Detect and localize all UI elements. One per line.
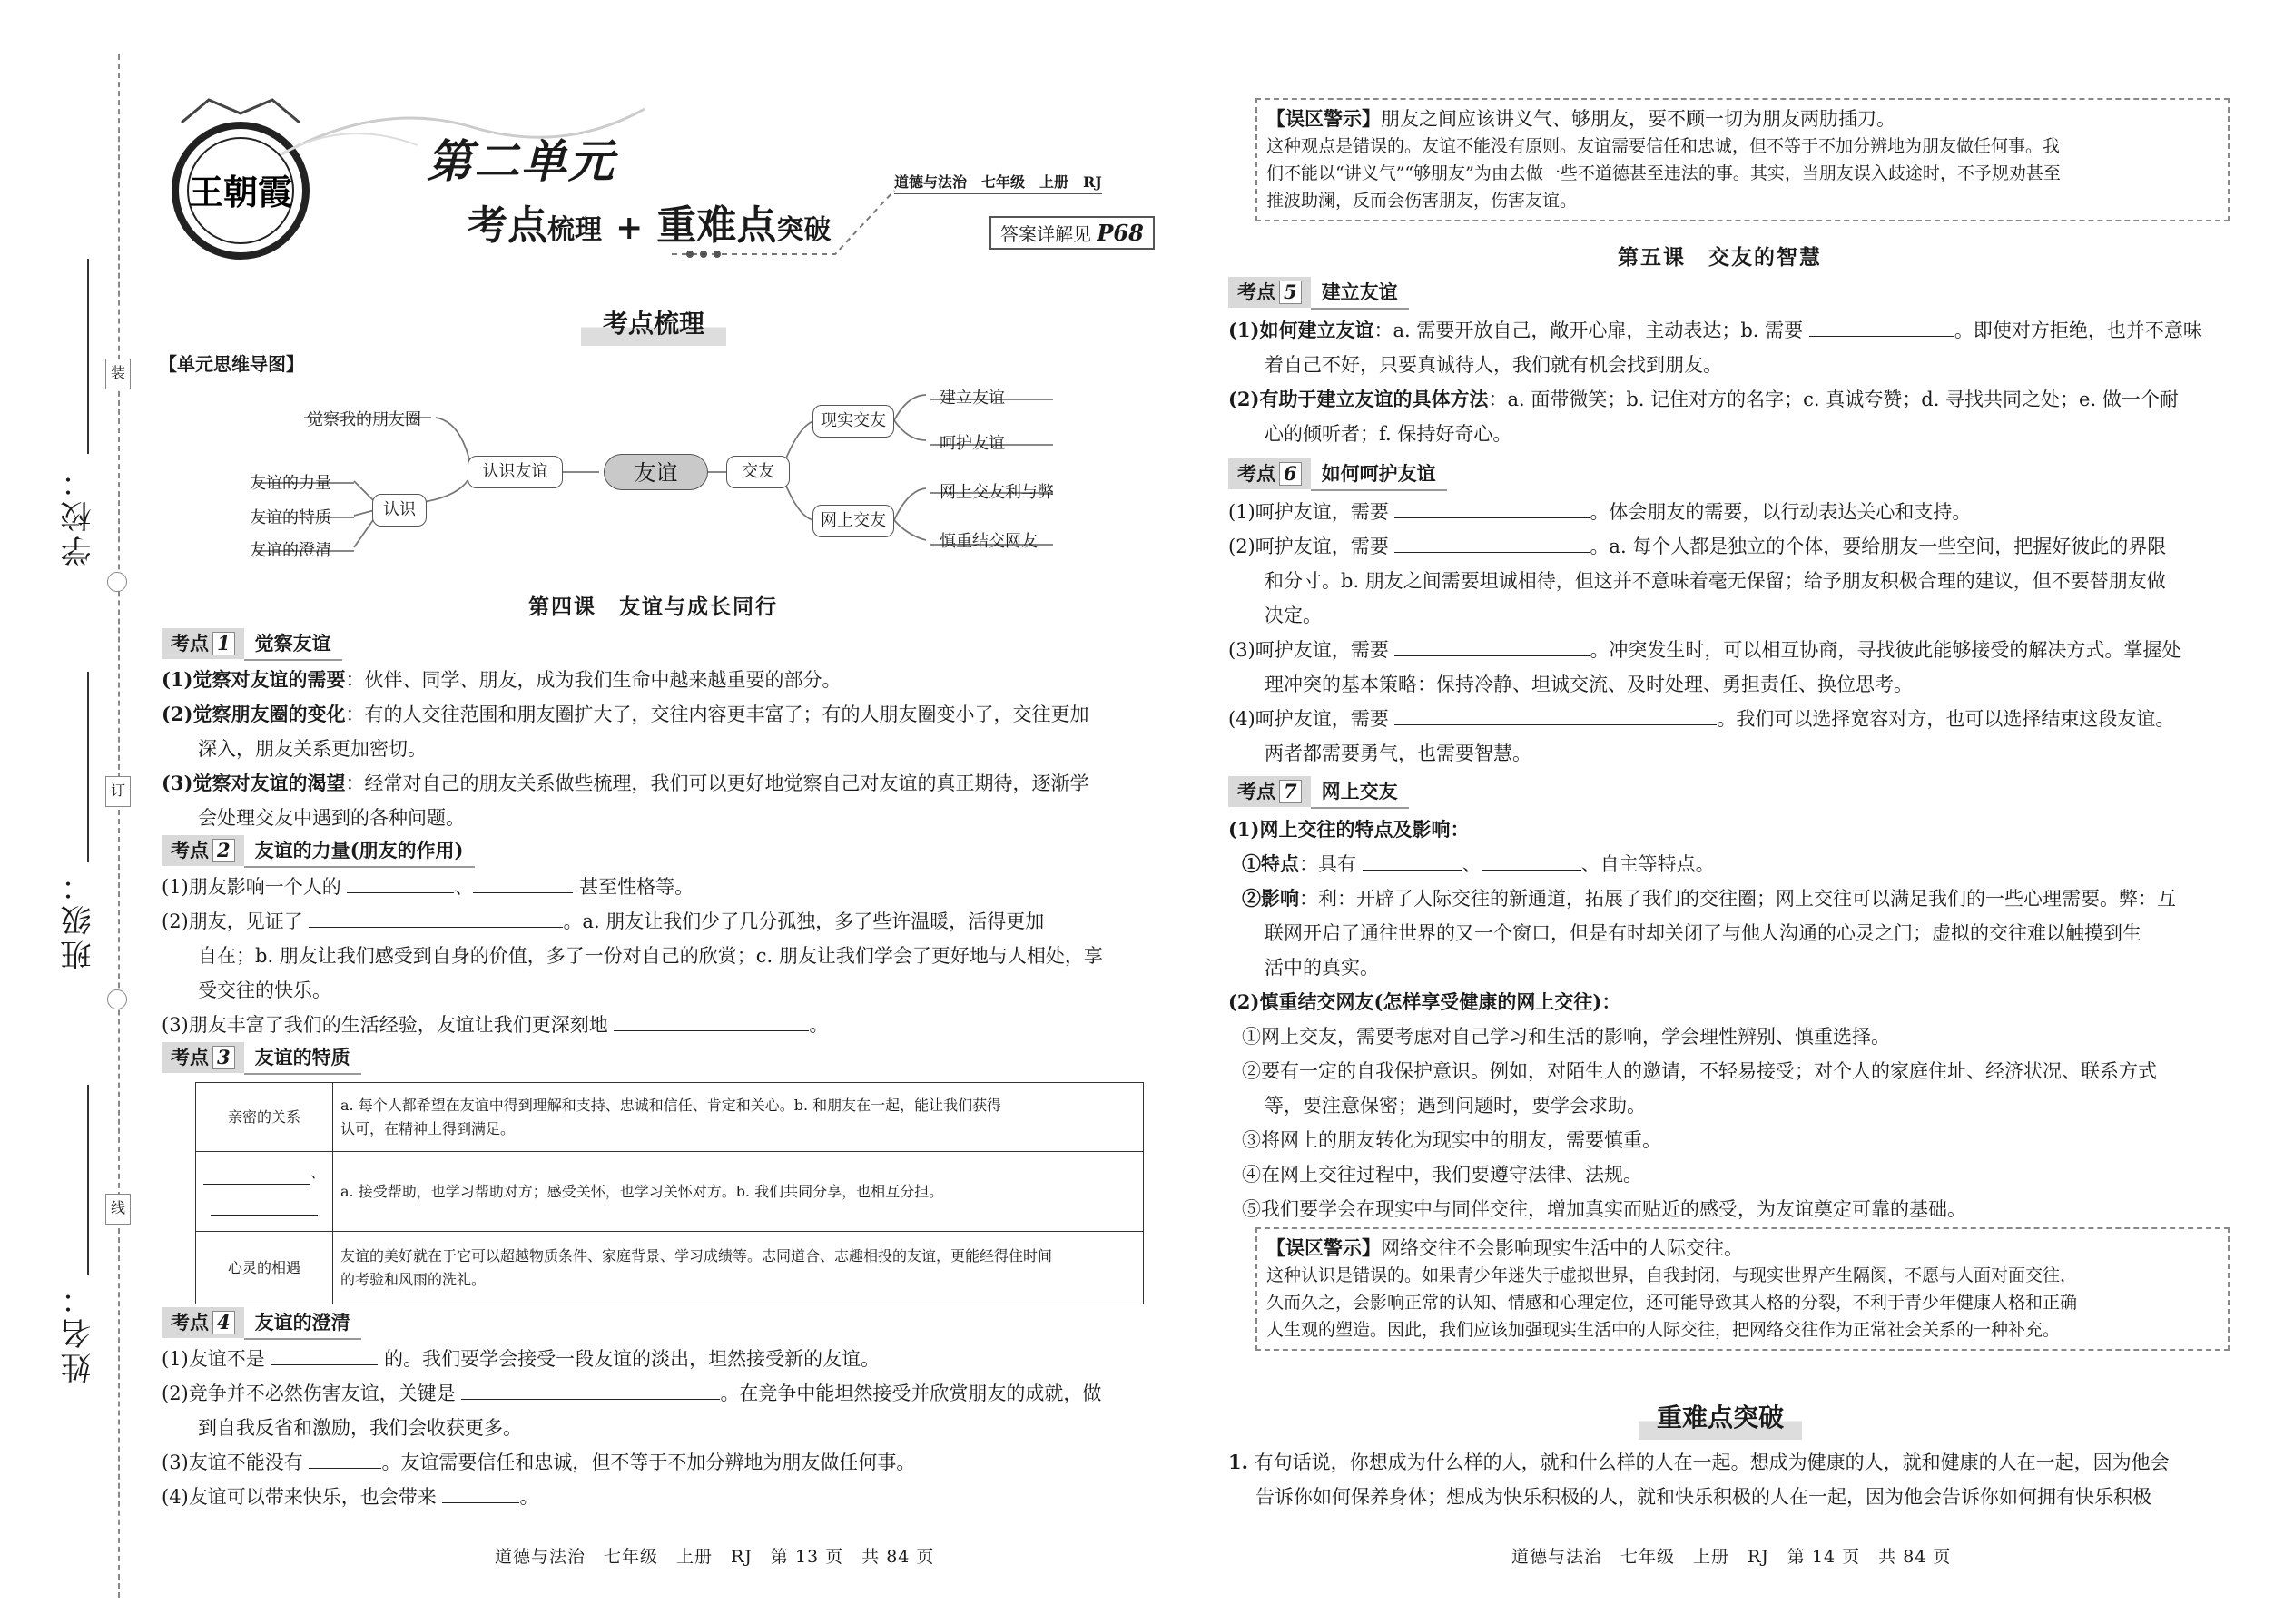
cut-line bbox=[118, 54, 120, 1598]
kaodian-tag: 考点 bbox=[171, 1311, 209, 1334]
cell-line: a. 每个人都希望在友谊中得到理解和支持、忠诚和信任、肯定和关心。b. 和朋友在一起，能让我们获得 bbox=[340, 1096, 1002, 1114]
para bbox=[162, 904, 1044, 939]
cell-line: 的考验和风雨的洗礼。 bbox=[340, 1270, 487, 1288]
kaodian-title: 友谊的力量(朋友的作用) bbox=[244, 835, 475, 868]
para bbox=[162, 766, 1088, 801]
header-dot-line bbox=[672, 182, 899, 263]
para-text: ：利：开辟了人际交往的新通道，拓展了我们的交往圈；网上交往可以满足我们的一些心理需要。弊：互 bbox=[1299, 888, 2176, 910]
kaodian-tag: 考点 bbox=[171, 1046, 209, 1068]
class-label: 班级： bbox=[61, 867, 97, 970]
para bbox=[162, 663, 841, 697]
punch-hole-icon bbox=[107, 989, 127, 1009]
mindmap-label: 【单元思维导图】 bbox=[159, 353, 304, 375]
fill-blank[interactable] bbox=[347, 871, 454, 893]
para-bold: (2)有助于建立友谊的具体方法 bbox=[1228, 388, 1489, 410]
para-bold: (1)如何建立友谊 bbox=[1228, 319, 1374, 341]
para bbox=[1242, 847, 1715, 881]
fill-blank[interactable] bbox=[1394, 635, 1590, 656]
fill-blank[interactable] bbox=[1394, 531, 1590, 553]
fill-blank[interactable] bbox=[309, 906, 563, 928]
table-cell: a. 接受帮助，也学习帮助对方；感受关怀，也学习关怀对方。b. 我们共同分享，也相互分担。 bbox=[333, 1152, 1144, 1232]
class-line bbox=[87, 672, 89, 862]
para-cont: 决定。 bbox=[1265, 605, 1322, 626]
table-cell bbox=[333, 1083, 1144, 1152]
para bbox=[1228, 702, 2174, 736]
kaodian-heading bbox=[162, 1042, 361, 1073]
kaodian-title: 网上交友 bbox=[1311, 776, 1409, 809]
subtitle-part: 突破 bbox=[776, 214, 832, 246]
kaodian-tag: 考点 bbox=[1237, 281, 1275, 303]
para-text: (3)呵护友谊，需要 bbox=[1228, 639, 1389, 661]
para bbox=[162, 870, 694, 904]
cell-line: 友谊的美好就在于它可以超越物质条件、家庭背景、学习成绩等。志同道合、志趣相投的友谊，更能经得住时间 bbox=[340, 1246, 1053, 1265]
para-text: ：有的人交往范围和朋友圈扩大了，交往内容更丰富了；有的人朋友圈变小了，交往更加 bbox=[345, 704, 1089, 725]
para-text: 、 bbox=[1462, 853, 1482, 875]
para bbox=[162, 1445, 915, 1480]
para-text: 。我们可以选择宽容对方，也可以选择结束这段友谊。 bbox=[1717, 708, 2175, 730]
warning-line: 久而久之，会影响正常的认知、情感和心理定位，还可能导致其人格的分裂，不利于青少年健康人格和正确 bbox=[1266, 1293, 2078, 1313]
para-bold: (1)网上交往的特点及影响： bbox=[1228, 818, 1470, 841]
mindmap-node: 网上交友 bbox=[812, 505, 894, 537]
para bbox=[162, 1480, 538, 1514]
para-text: (3)友谊不能没有 bbox=[162, 1452, 303, 1473]
kaodian-title: 觉察友谊 bbox=[244, 628, 342, 661]
subtitle-part: 考点 bbox=[468, 202, 547, 249]
para-text: 。 bbox=[809, 1014, 829, 1036]
table-row bbox=[196, 1152, 1144, 1232]
para-text: 。a. 每个人都是独立的个体，要给朋友一些空间，把握好彼此的界限 bbox=[1590, 536, 2167, 557]
kaodian-num: 5 bbox=[1279, 281, 1302, 304]
table-row bbox=[196, 1083, 1144, 1152]
section-title: 考点梳理 bbox=[581, 304, 726, 346]
kaodian-num: 1 bbox=[212, 632, 235, 655]
para: ⑤我们要学会在现实中与同伴交往，增加真实而贴近的感受，为友谊奠定可靠的基础。 bbox=[1242, 1198, 1966, 1220]
warning-line: 这种认识是错误的。如果青少年迷失于虚拟世界，自我封闭，与现实世界产生隔阂，不愿与人面对面交往， bbox=[1266, 1265, 2078, 1285]
name-label: 姓名： bbox=[61, 1280, 97, 1383]
kaodian-num: 7 bbox=[1279, 780, 1302, 803]
kaodian-heading bbox=[1228, 277, 1409, 308]
answer-ref-box bbox=[989, 216, 1155, 250]
kaodian-num: 2 bbox=[212, 839, 235, 862]
warning-statement: 网络交往不会影响现实生活中的人际交往。 bbox=[1381, 1237, 1743, 1259]
svg-text:王朝霞: 王朝霞 bbox=[188, 172, 293, 212]
kaodian-title: 如何呵护友谊 bbox=[1311, 458, 1447, 491]
para-text: 、自主等特点。 bbox=[1580, 853, 1715, 875]
para-bold: (2)慎重结交网友(怎样享受健康的网上交往)： bbox=[1228, 990, 1621, 1013]
para-text: 。友谊需要信任和忠诚，但不等于不加分辨地为朋友做任何事。 bbox=[381, 1452, 916, 1473]
question bbox=[1228, 1445, 2170, 1480]
warning-box bbox=[1255, 1227, 2230, 1351]
para: ③将网上的朋友转化为现实中的朋友，需要慎重。 bbox=[1242, 1129, 1661, 1151]
para: ①网上交友，需要考虑对自己学习和生活的影响，学会理性辨别、慎重选择。 bbox=[1242, 1026, 1890, 1048]
answer-ref-label: 答案详解见 bbox=[1000, 223, 1091, 245]
para-text: (4)友谊可以带来快乐，也会带来 bbox=[162, 1486, 437, 1508]
para-cont: 两者都需要勇气，也需要智慧。 bbox=[1265, 743, 1531, 764]
para-cont: 受交往的快乐。 bbox=[198, 979, 331, 1001]
section-title: 重难点突破 bbox=[1639, 1398, 1802, 1440]
para-text: 甚至性格等。 bbox=[579, 876, 694, 898]
question-number: 1. bbox=[1228, 1451, 1248, 1473]
fill-blank[interactable] bbox=[461, 1378, 720, 1400]
fill-blank[interactable] bbox=[1394, 704, 1717, 725]
fill-blank[interactable] bbox=[1394, 497, 1590, 518]
para-text: ：a. 需要开放自己，敞开心扉，主动表达；b. 需要 bbox=[1373, 320, 1804, 341]
para-cont: 和分寸。b. 朋友之间需要坦诚相待，但这并不意味着毫无保留；给予朋友积极合理的建议，但不要替朋友做 bbox=[1265, 570, 2166, 592]
para-cont: 理冲突的基本策略：保持冷静、坦诚交流、及时处理、勇担责任、换位思考。 bbox=[1265, 674, 1913, 695]
para-text: (1)友谊不是 bbox=[162, 1348, 265, 1370]
warning-statement: 朋友之间应该讲义气、够朋友，要不顾一切为朋友两肋插刀。 bbox=[1381, 108, 1895, 130]
kaodian-title: 友谊的特质 bbox=[244, 1042, 361, 1075]
binding-mark: 订 bbox=[105, 776, 131, 807]
para bbox=[1242, 881, 2176, 916]
para-text: 的。我们要学会接受一段友谊的淡出，坦然接受新的友谊。 bbox=[384, 1348, 881, 1370]
table-cell bbox=[196, 1152, 333, 1232]
subtitle-plus: + bbox=[615, 209, 644, 247]
fill-blank[interactable] bbox=[309, 1447, 381, 1469]
mindmap-node: 认识 bbox=[372, 494, 427, 527]
kaodian-heading bbox=[1228, 458, 1447, 489]
para-text: (1)呵护友谊，需要 bbox=[1228, 501, 1389, 523]
binding-mark: 装 bbox=[105, 359, 131, 389]
punch-hole-icon bbox=[107, 572, 127, 592]
kaodian-heading bbox=[162, 1307, 361, 1338]
para-text: 。冲突发生时，可以相互协商，寻找彼此能够接受的解决方式。掌握处 bbox=[1590, 639, 2181, 661]
fill-blank[interactable] bbox=[614, 1009, 809, 1031]
fill-blank[interactable] bbox=[1482, 849, 1581, 871]
mindmap-leaf: 友谊的澄清 bbox=[250, 541, 331, 560]
kaodian-heading bbox=[162, 835, 475, 866]
para bbox=[1228, 633, 2181, 667]
para-cont: 到自我反省和激励，我们会收获更多。 bbox=[198, 1417, 522, 1439]
table-cell bbox=[333, 1232, 1144, 1304]
para-text: (2)朋友，见证了 bbox=[162, 910, 303, 932]
para-text: ：经常对自己的朋友关系做些梳理，我们可以更好地觉察自己对友谊的真正期待，逐渐学 bbox=[345, 773, 1089, 794]
fill-blank[interactable] bbox=[203, 1163, 310, 1185]
kaodian-title: 友谊的澄清 bbox=[244, 1307, 361, 1340]
name-line bbox=[87, 1085, 89, 1275]
subtitle-part: 重难点 bbox=[656, 202, 777, 249]
kaodian-tag: 考点 bbox=[171, 839, 209, 861]
mindmap-center: 友谊 bbox=[604, 454, 708, 490]
para-text: (2)竞争并不必然伤害友谊，关键是 bbox=[162, 1383, 456, 1404]
traits-table bbox=[195, 1082, 1144, 1304]
warning-line: 这种观点是错误的。友谊不能没有原则。友谊需要信任和忠诚，但不等于不加分辨地为朋友做任何事。我 bbox=[1266, 136, 2061, 156]
para-text: ：伙伴、同学、朋友，成为我们生命中越来越重要的部分。 bbox=[345, 669, 842, 691]
cell-sep: 、 bbox=[310, 1163, 326, 1181]
kaodian-num: 3 bbox=[212, 1046, 235, 1069]
table-row bbox=[196, 1232, 1144, 1304]
mindmap-leaf: 觉察我的朋友圈 bbox=[307, 410, 421, 429]
warning-head: 【误区警示】 bbox=[1266, 1236, 1381, 1259]
mindmap-leaf: 网上交友利与弊 bbox=[940, 483, 1054, 502]
subtitle-part: 梳理 bbox=[547, 214, 602, 246]
para-cont: 联网开启了通往世界的又一个窗口，但是有时却关闭了与他人沟通的心灵之门；虚拟的交往难以触摸到生 bbox=[1265, 922, 2141, 944]
para-bold: ②影响 bbox=[1242, 887, 1299, 910]
page-footer: 道德与法治 七年级 上册 RJ 第 13 页 共 84 页 bbox=[495, 1547, 935, 1567]
para bbox=[1228, 812, 1469, 847]
mindmap-leaf: 慎重结交网友 bbox=[940, 532, 1038, 551]
kaodian-title: 建立友谊 bbox=[1311, 277, 1409, 310]
cell-line: 认可，在精神上得到满足。 bbox=[340, 1119, 516, 1137]
para-text: 、 bbox=[454, 876, 474, 898]
fill-blank[interactable] bbox=[1809, 315, 1954, 337]
mindmap-leaf: 友谊的力量 bbox=[250, 474, 331, 493]
para bbox=[162, 1376, 1101, 1411]
para bbox=[162, 697, 1088, 732]
para-text: 。在竞争中能坦然接受并欣赏朋友的成就，做 bbox=[720, 1383, 1102, 1404]
school-label: 学校： bbox=[61, 463, 97, 566]
para: ②要有一定的自我保护意识。例如，对陌生人的邀请，不轻易接受；对个人的家庭住址、经济状况、联系方式 bbox=[1242, 1060, 2157, 1082]
para-text: (1)朋友影响一个人的 bbox=[162, 876, 341, 898]
kaodian-num: 4 bbox=[212, 1311, 235, 1334]
kaodian-tag: 考点 bbox=[1237, 780, 1275, 802]
fill-blank[interactable] bbox=[1363, 849, 1462, 871]
para-text: ：具有 bbox=[1299, 853, 1356, 875]
kaodian-num: 6 bbox=[1279, 462, 1302, 486]
para bbox=[162, 1342, 880, 1376]
para bbox=[1228, 382, 2179, 417]
para-text: (2)呵护友谊，需要 bbox=[1228, 536, 1389, 557]
fill-blank[interactable] bbox=[473, 871, 573, 893]
warning-head: 【误区警示】 bbox=[1266, 107, 1381, 130]
fill-blank[interactable] bbox=[442, 1481, 519, 1503]
course-tag: 道德与法治 七年级 上册 RJ bbox=[894, 171, 1102, 194]
kaodian-tag: 考点 bbox=[1237, 462, 1275, 485]
school-line bbox=[87, 259, 89, 454]
para: ④在网上交往过程中，我们要遵守法律、法规。 bbox=[1242, 1164, 1642, 1186]
para-text: 。体会朋友的需要，以行动表达关心和支持。 bbox=[1590, 501, 1972, 523]
mindmap-leaf: 呵护友谊 bbox=[940, 434, 1005, 453]
para-cont: 会处理交友中遇到的各种问题。 bbox=[198, 807, 465, 829]
warning-line: 人生观的塑造。因此，我们应该加强现实生活中的人际交往，把网络交往作为正常社会关系的一种补充。 bbox=[1266, 1320, 2061, 1340]
answer-ref-page: P68 bbox=[1097, 220, 1144, 246]
para-text: (4)呵护友谊，需要 bbox=[1228, 708, 1389, 730]
mindmap-node: 认识友谊 bbox=[468, 456, 563, 488]
para-cont: 心的倾听者；f. 保持好奇心。 bbox=[1265, 423, 1512, 445]
para-text: 。即使对方拒绝，也并不意味 bbox=[1954, 320, 2202, 341]
table-cell: 亲密的关系 bbox=[196, 1083, 333, 1152]
para-text: 。 bbox=[519, 1486, 539, 1508]
para bbox=[1228, 313, 2202, 348]
para bbox=[1228, 529, 2166, 564]
fill-blank[interactable] bbox=[271, 1343, 378, 1365]
para bbox=[1228, 495, 1971, 529]
para-text: ：a. 面带微笑；b. 记住对方的名字；c. 真诚夸赞；d. 寻找共同之处；e. 做一个耐 bbox=[1488, 389, 2179, 410]
page-footer: 道德与法治 七年级 上册 RJ 第 14 页 共 84 页 bbox=[1511, 1547, 1952, 1567]
mindmap-node: 交友 bbox=[726, 456, 790, 488]
para bbox=[1228, 985, 1620, 1019]
kaodian-tag: 考点 bbox=[171, 632, 209, 655]
fill-blank[interactable] bbox=[211, 1194, 318, 1216]
para-text: 。a. 朋友让我们少了几分孤独，多了些许温暖，活得更加 bbox=[563, 910, 1045, 932]
para-cont: 着自己不好，只要真诚待人，我们就有机会找到朋友。 bbox=[1265, 354, 1722, 376]
para bbox=[162, 1008, 828, 1042]
table-cell: 心灵的相遇 bbox=[196, 1232, 333, 1304]
para-cont: 活中的真实。 bbox=[1265, 957, 1379, 979]
warning-line: 们不能以“讲义气”“够朋友”为由去做一些不道德甚至违法的事。其实，当朋友误入歧途时，不予规劝甚至 bbox=[1266, 163, 2061, 183]
warning-box bbox=[1255, 98, 2230, 221]
mindmap-node: 现实交友 bbox=[812, 405, 894, 438]
unit-title: 第二单元 bbox=[427, 134, 615, 188]
para-bold: ①特点 bbox=[1242, 852, 1299, 875]
question-text: 有句话说，你想成为什么样的人，就和什么样的人在一起。想成为健康的人，就和健康的人在一起，因为他会 bbox=[1254, 1452, 2170, 1473]
para-cont: 自在；b. 朋友让我们感受到自身的价值，多了一份对自己的欣赏；c. 朋友让我们学会了更好地与人相处，享 bbox=[198, 945, 1103, 967]
kaodian-heading bbox=[1228, 776, 1409, 807]
kaodian-heading bbox=[162, 628, 342, 659]
question-cont: 告诉你如何保养身体；想成为快乐积极的人，就和快乐积极的人在一起，因为他会告诉你如何拥有快乐积极 bbox=[1255, 1486, 2151, 1508]
para-cont: 深入，朋友关系更加密切。 bbox=[198, 738, 427, 760]
lesson-title: 第四课 友谊与成长同行 bbox=[528, 595, 778, 619]
mindmap-leaf: 建立友谊 bbox=[940, 389, 1005, 408]
mindmap-leaf: 友谊的特质 bbox=[250, 508, 331, 527]
para-bold: (1)觉察对友谊的需要 bbox=[162, 668, 346, 691]
warning-line: 推波助澜，反而会伤害朋友，伤害友谊。 bbox=[1266, 191, 1578, 211]
para-bold: (2)觉察朋友圈的变化 bbox=[162, 703, 346, 725]
para-text: (3)朋友丰富了我们的生活经验，友谊让我们更深刻地 bbox=[162, 1014, 608, 1036]
para-cont: 等，要注意保密；遇到问题时，要学会求助。 bbox=[1265, 1095, 1646, 1117]
binding-mark: 线 bbox=[105, 1194, 131, 1225]
para-bold: (3)觉察对友谊的渴望 bbox=[162, 772, 346, 794]
lesson-title: 第五课 交友的智慧 bbox=[1618, 245, 1822, 270]
